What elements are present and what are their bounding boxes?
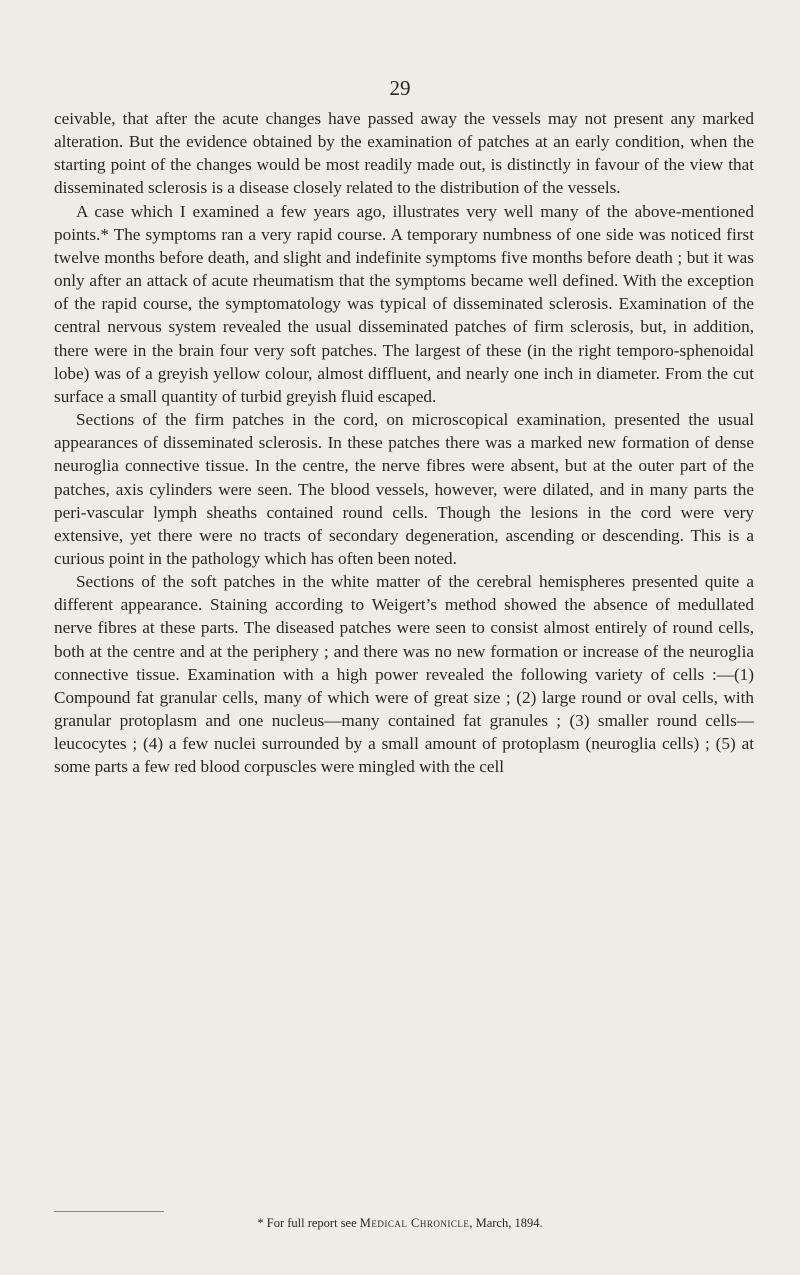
footnote-suffix: , March, 1894. bbox=[469, 1216, 543, 1230]
page-number: 29 bbox=[389, 76, 411, 100]
footnote-journal: Medical Chronicle bbox=[359, 1216, 470, 1230]
footnote-divider bbox=[54, 1211, 164, 1212]
footnote bbox=[0, 1216, 800, 1231]
paragraph-continuation: ceivable, that after the acute changes have passed away the vessels may not present any marked alteration. But the evidence obtained by the examination of patches at an early condition, when the starting point of the changes would be most readily made out, is distinctly in favour of the view that disseminated sclerosis is a disease closely related to the distribution of the vessels. bbox=[54, 109, 754, 198]
paragraph-soft-patches: Sections of the soft patches in the white matter of the cerebral hemispheres presented quite a different appearance. Staining according to Weigert’s method showed the absence of medullated nerve fibres at these parts. The diseased patches were seen to consist almost entirely of round cells, both at the centre and at the periphery ; and there was no new formation or increase of the neuroglia connective tissue. Examination with a high power revealed the following variety of cells :—(1) Compound fat granular cells, many of which were of great size ; (2) large round or oval cells, with granular protoplasm and one nucleus—many contained fat granules ; (3) smaller round cells—leucocytes ; (4) a few nuclei surrounded by a small amount of protoplasm (neuroglia cells) ; (5) at some parts a few red blood corpuscles were mingled with the cell bbox=[54, 572, 754, 777]
footnote-prefix: * For full report see bbox=[257, 1216, 360, 1230]
paragraph-cord-sections: Sections of the firm patches in the cord, on microscopical examination, presented the usual appearances of disseminated sclerosis. In these patches there was a marked new formation of dense neuroglia connective tissue. In the centre, the nerve fibres were absent, but at the outer part of the patches, axis cylinders were seen. The blood vessels, however, were dilated, and in many parts the peri-vascular lymph sheaths contained round cells. Though the lesions in the cord were very extensive, yet there were no tracts of secondary degeneration, ascending or descending. This is a curious point in the pathology which has often been noted. bbox=[54, 410, 754, 568]
paragraph-case-report: A case which I examined a few years ago, illustrates very well many of the above-mentioned points.* The symptoms ran a very rapid course. A temporary numbness of one side was noticed first twelve months before death, and slight and indefinite symptoms five months before death ; but it was only after an attack of acute rheumatism that the symptoms became well defined. With the exception of the rapid course, the symptomatology was typical of disseminated sclerosis. Examination of the central nervous system revealed the usual disseminated patches of firm sclerosis, but, in addition, there were in the brain four very soft patches. The largest of these (in the right temporo-sphenoidal lobe) was of a greyish yellow colour, almost diffluent, and nearly one inch in diameter. From the cut surface a small quantity of turbid greyish fluid escaped. bbox=[54, 201, 754, 406]
body-text bbox=[54, 107, 754, 779]
